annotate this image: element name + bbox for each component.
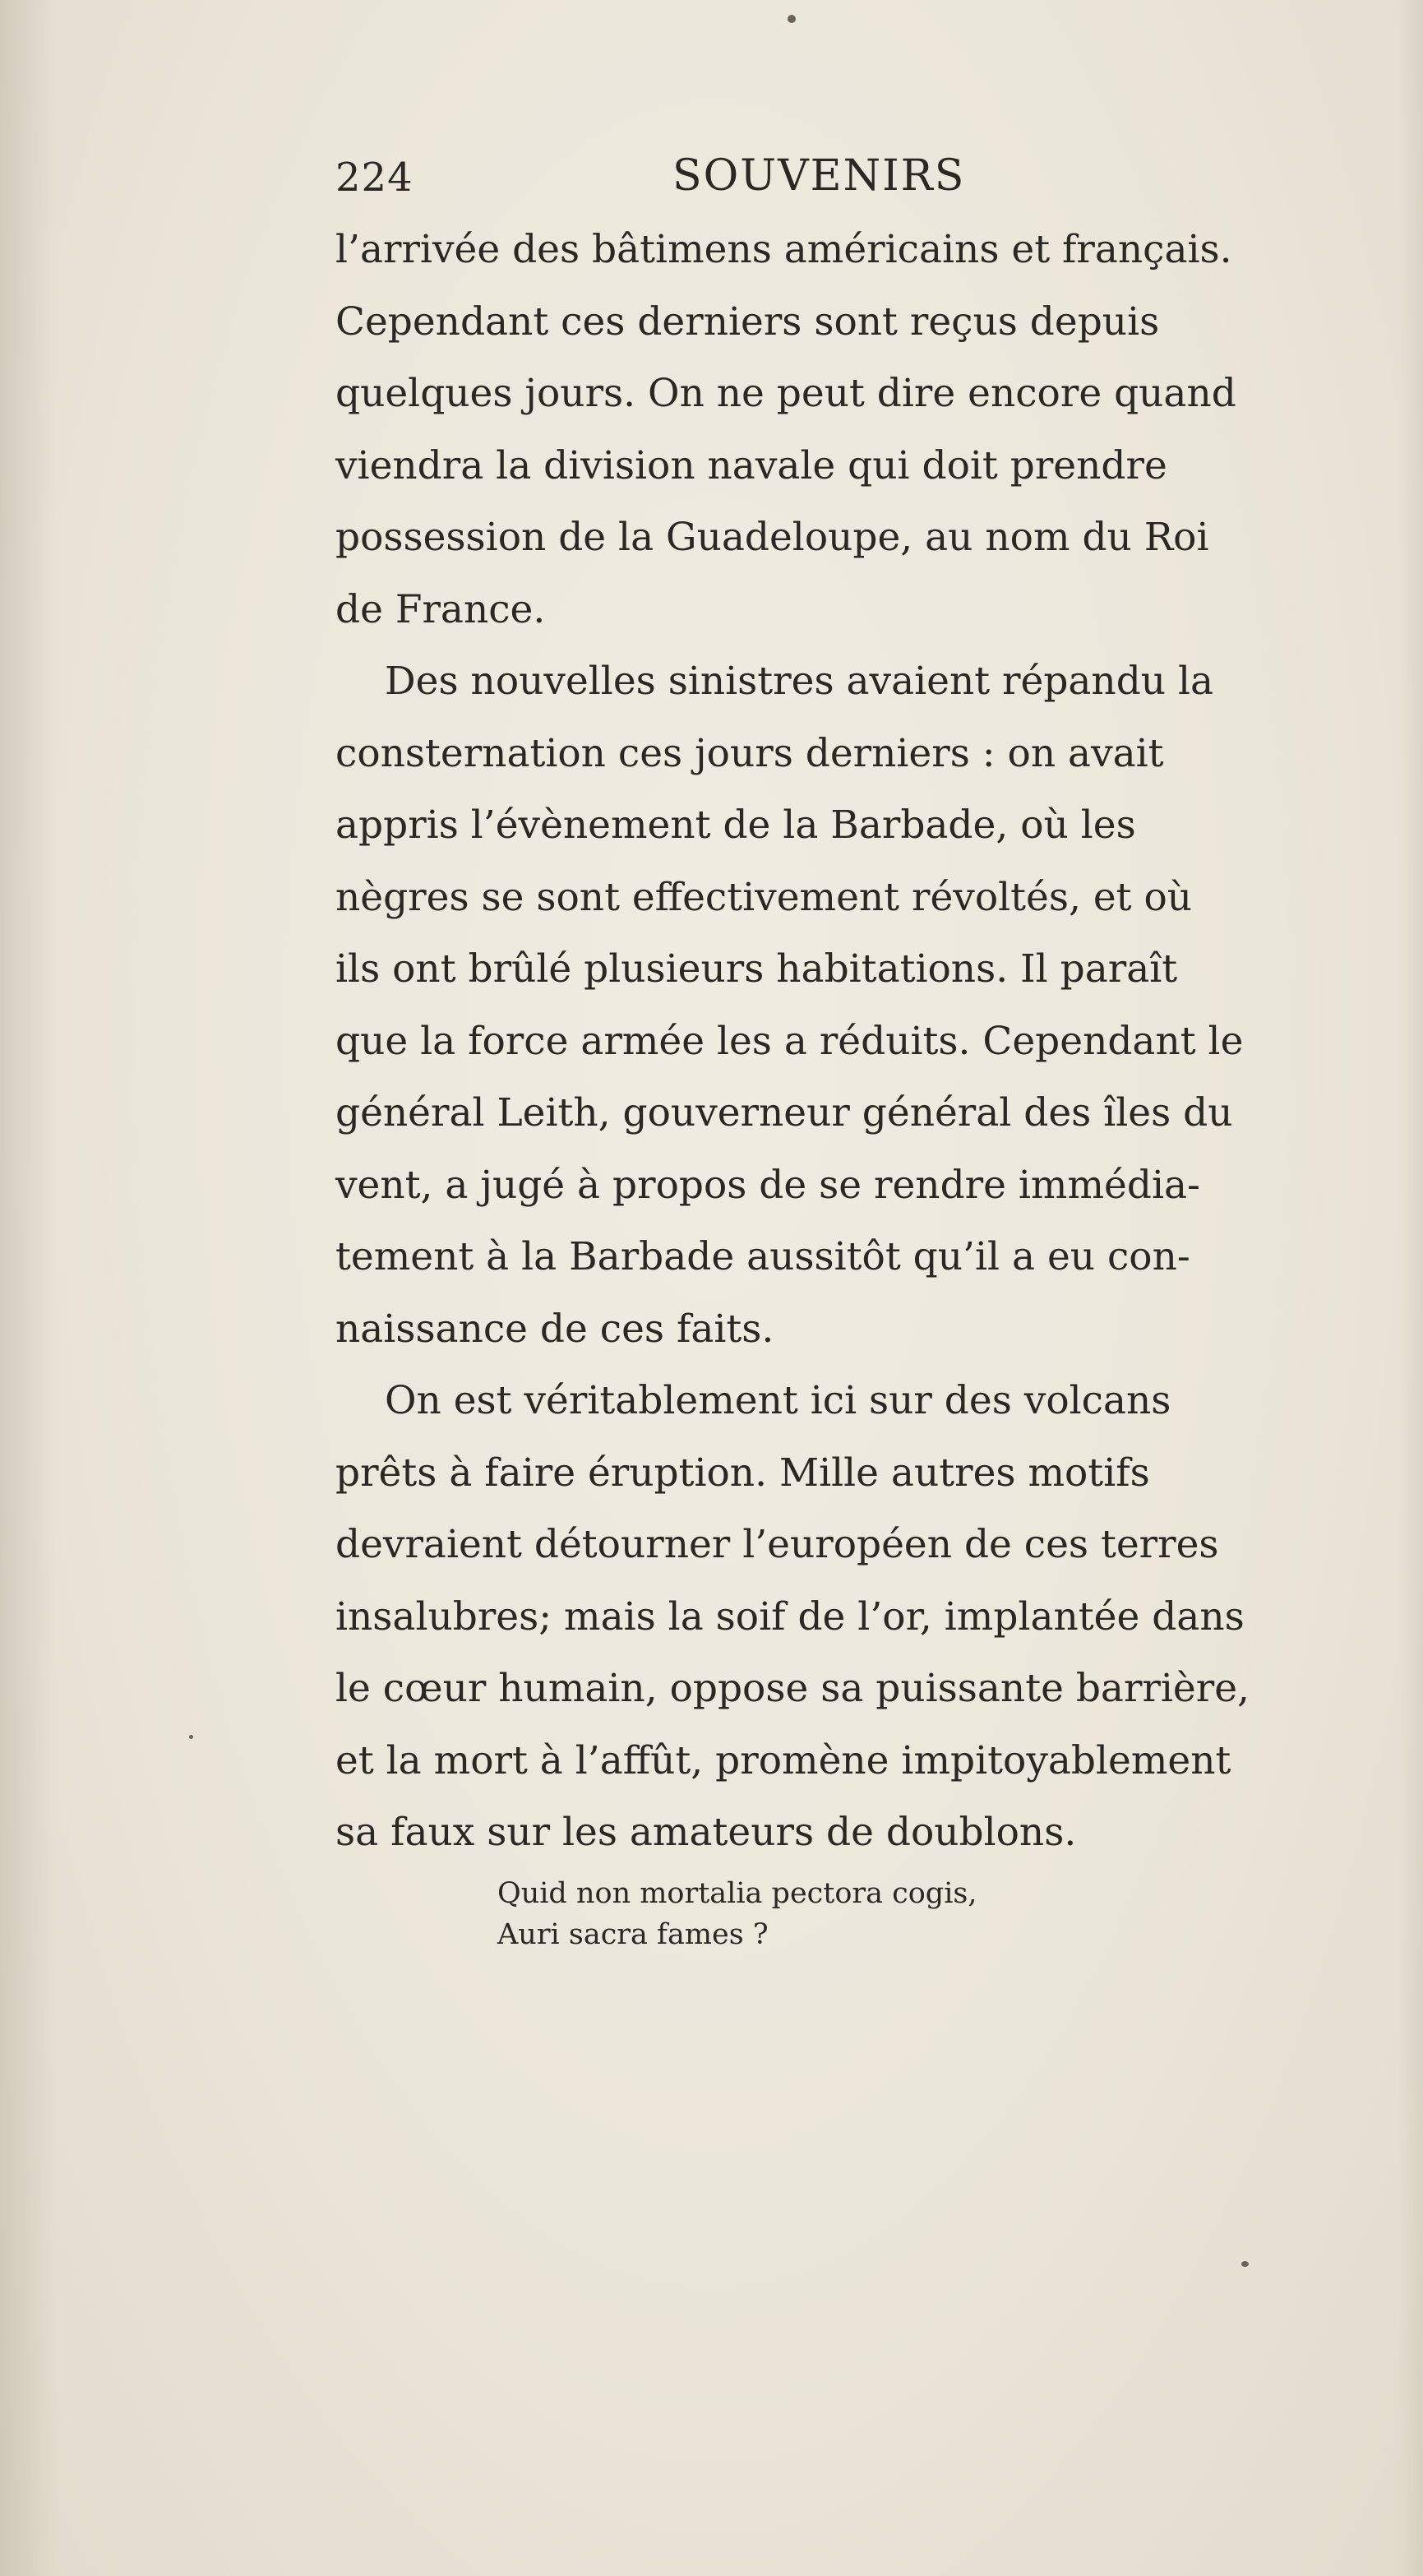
text-line: naissance de ces faits.: [335, 1306, 774, 1352]
text-line: possession de la Guadeloupe, au nom du Roi: [335, 515, 1209, 560]
paper-speck: [1241, 2261, 1249, 2267]
text-line: devraient détourner l’européen de ces terres: [335, 1522, 1219, 1567]
text-line: vent, a jugé à propos de se rendre immédia-: [335, 1162, 1200, 1208]
text-line: insalubres; mais la soif de l’or, implantée dans: [335, 1593, 1245, 1639]
page-text: [335, 132, 1305, 1869]
text-line: consternation ces jours derniers : on avait: [335, 730, 1164, 776]
text-line: Cependant ces derniers sont reçus depuis: [335, 298, 1160, 345]
text-line: prêts à faire éruption. Mille autres motifs: [335, 1450, 1150, 1496]
paragraph: [335, 1365, 1305, 1869]
text-line: quelques jours. On ne peut dire encore quand: [335, 371, 1236, 416]
text-line: sa faux sur les amateurs de doublons.: [335, 1810, 1077, 1855]
text-line: Des nouvelles sinistres avaient répandu la: [385, 659, 1214, 704]
text-line: viendra la division navale qui doit prendre: [335, 442, 1167, 488]
running-head: SOUVENIRS: [672, 151, 966, 201]
text-line: le cœur humain, oppose sa puissante barrière,: [335, 1666, 1250, 1711]
text-line: tement à la Barbade aussitôt qu’il a eu con-: [335, 1234, 1190, 1279]
page-edge-shadow: [1398, 0, 1423, 2576]
text-line: et la mort à l’affût, promène impitoyablement: [335, 1737, 1231, 1783]
text-line: ils ont brûlé plusieurs habitations. Il paraît: [335, 946, 1178, 992]
quote-line: Quid non mortalia pectora cogis,: [497, 1877, 977, 1910]
page-header: [335, 132, 1305, 214]
body-text: [335, 214, 1305, 1869]
gutter-shadow: [0, 0, 58, 2576]
paper-speck: [788, 15, 796, 23]
paragraph: [335, 214, 1305, 645]
quote-line: Auri sacra fames ?: [497, 1918, 769, 1951]
text-line: général Leith, gouverneur général des îles du: [335, 1090, 1233, 1135]
text-line: nègres se sont effectivement révoltés, et où: [335, 874, 1193, 920]
text-line: que la force armée les a réduits. Cependant le: [335, 1018, 1244, 1064]
paper-speck: [189, 1735, 193, 1739]
text-line: l’arrivée des bâtimens américains et français.: [335, 227, 1232, 272]
page-number: 224: [335, 155, 414, 201]
text-line: appris l’évènement de la Barbade, où les: [335, 802, 1136, 848]
paragraph: [335, 645, 1305, 1365]
text-line: de France.: [335, 586, 546, 632]
text-line: On est véritablement ici sur des volcans: [385, 1378, 1171, 1423]
latin-quote: [497, 1873, 977, 1955]
